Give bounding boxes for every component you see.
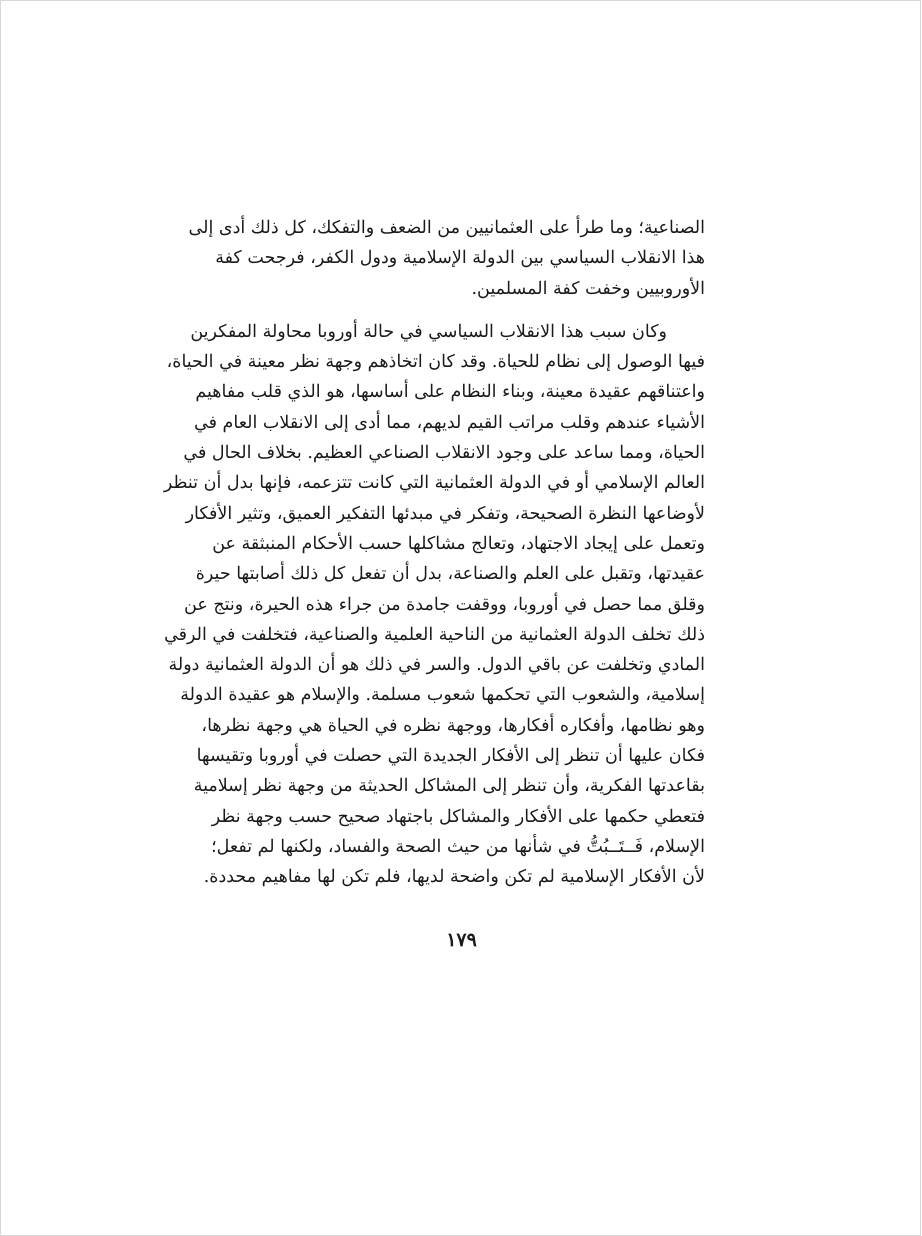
page-number: ١٧٩ [446, 929, 477, 951]
text-line: وهو نظامها، وأفكاره أفكارها، ووجهة نظره في الحياة هي وجهة نظرها، [201, 715, 705, 736]
text-line: إسلامية، والشعوب التي تحكمها شعوب مسلمة. والإسلام هو عقيدة الدولة [180, 685, 705, 706]
text-line: عقيدتها، وتقبل على العلم والصناعة، بدل أن تفعل كل ذلك أصابتها حيرة [195, 564, 705, 585]
text-line: وتعمل على إيجاد الاجتهاد، وتعالج مشاكلها حسب الأحكام المنبثقة عن [212, 533, 705, 554]
text-line: الإسلام، فَــتَــبُتُّ في شأنها من حيث الصحة والفساد، ولكنها لم تفعل؛ [211, 836, 705, 857]
text-line: وقلق مما حصل في أوروبا، ووقفت جامدة من جراء هذه الحيرة، ونتج عن [184, 594, 705, 615]
text-line: العالم الإسلامي أو في الدولة العثمانية التي كانت تتزعمه، فإنها بدل أن تنظر [163, 473, 705, 494]
paragraph-2 [163, 317, 705, 893]
text-line: بقاعدتها الفكرية، وأن تنظر إلى المشاكل الحديثة من وجهة نظر إسلامية [193, 776, 705, 797]
text-line: لأن الأفكار الإسلامية لم تكن واضحة لديها، فلم تكن لها مفاهيم محددة. [203, 867, 705, 888]
text-line: الحياة، ومما ساعد على وجود الانقلاب الصناعي العظيم. بخلاف الحال في [183, 443, 705, 464]
paragraph-1 [188, 213, 705, 304]
body-text [163, 213, 705, 893]
text-line: فكان عليها أن تنظر إلى الأفكار الجديدة التي حصلت في أوروبا وتقيسها [196, 746, 705, 767]
text-line: وكان سبب هذا الانقلاب السياسي في حالة أوروبا محاولة المفكرين [190, 321, 667, 342]
text-line: الأوروبيين وخفت كفة المسلمين. [471, 278, 705, 299]
text-line: هذا الانقلاب السياسي بين الدولة الإسلامية ودول الكفر، فرجحت كفة [215, 248, 705, 269]
text-line: لأوضاعها النظرة الصحيحة، وتفكر في مبدئها التفكير العميق، وتثير الأفكار [185, 503, 705, 524]
text-line: المادي وتخلفت عن باقي الدول. والسر في ذلك هو أن الدولة العثمانية دولة [168, 655, 705, 676]
text-line: فتعطي حكمها على الأفكار والمشاكل باجتهاد صحيح حسب وجهة نظر [211, 806, 705, 827]
text-line: ذلك تخلف الدولة العثمانية من الناحية العلمية والصناعية، فتخلفت في الرقي [164, 624, 705, 645]
text-line: فيها الوصول إلى نظام للحياة. وقد كان اتخاذهم وجهة نظر معينة في الحياة، [166, 352, 705, 373]
text-line: الأشياء عندهم وقلب مراتب القيم لديهم، مما أدى إلى الانقلاب العام في [194, 412, 705, 433]
text-line: واعتناقهم عقيدة معينة، وبناء النظام على أساسها، هو الذي قلب مفاهيم [195, 382, 705, 403]
text-line: الصناعية؛ وما طرأ على العثمانيين من الضعف والتفكك، كل ذلك أدى إلى [188, 218, 705, 238]
